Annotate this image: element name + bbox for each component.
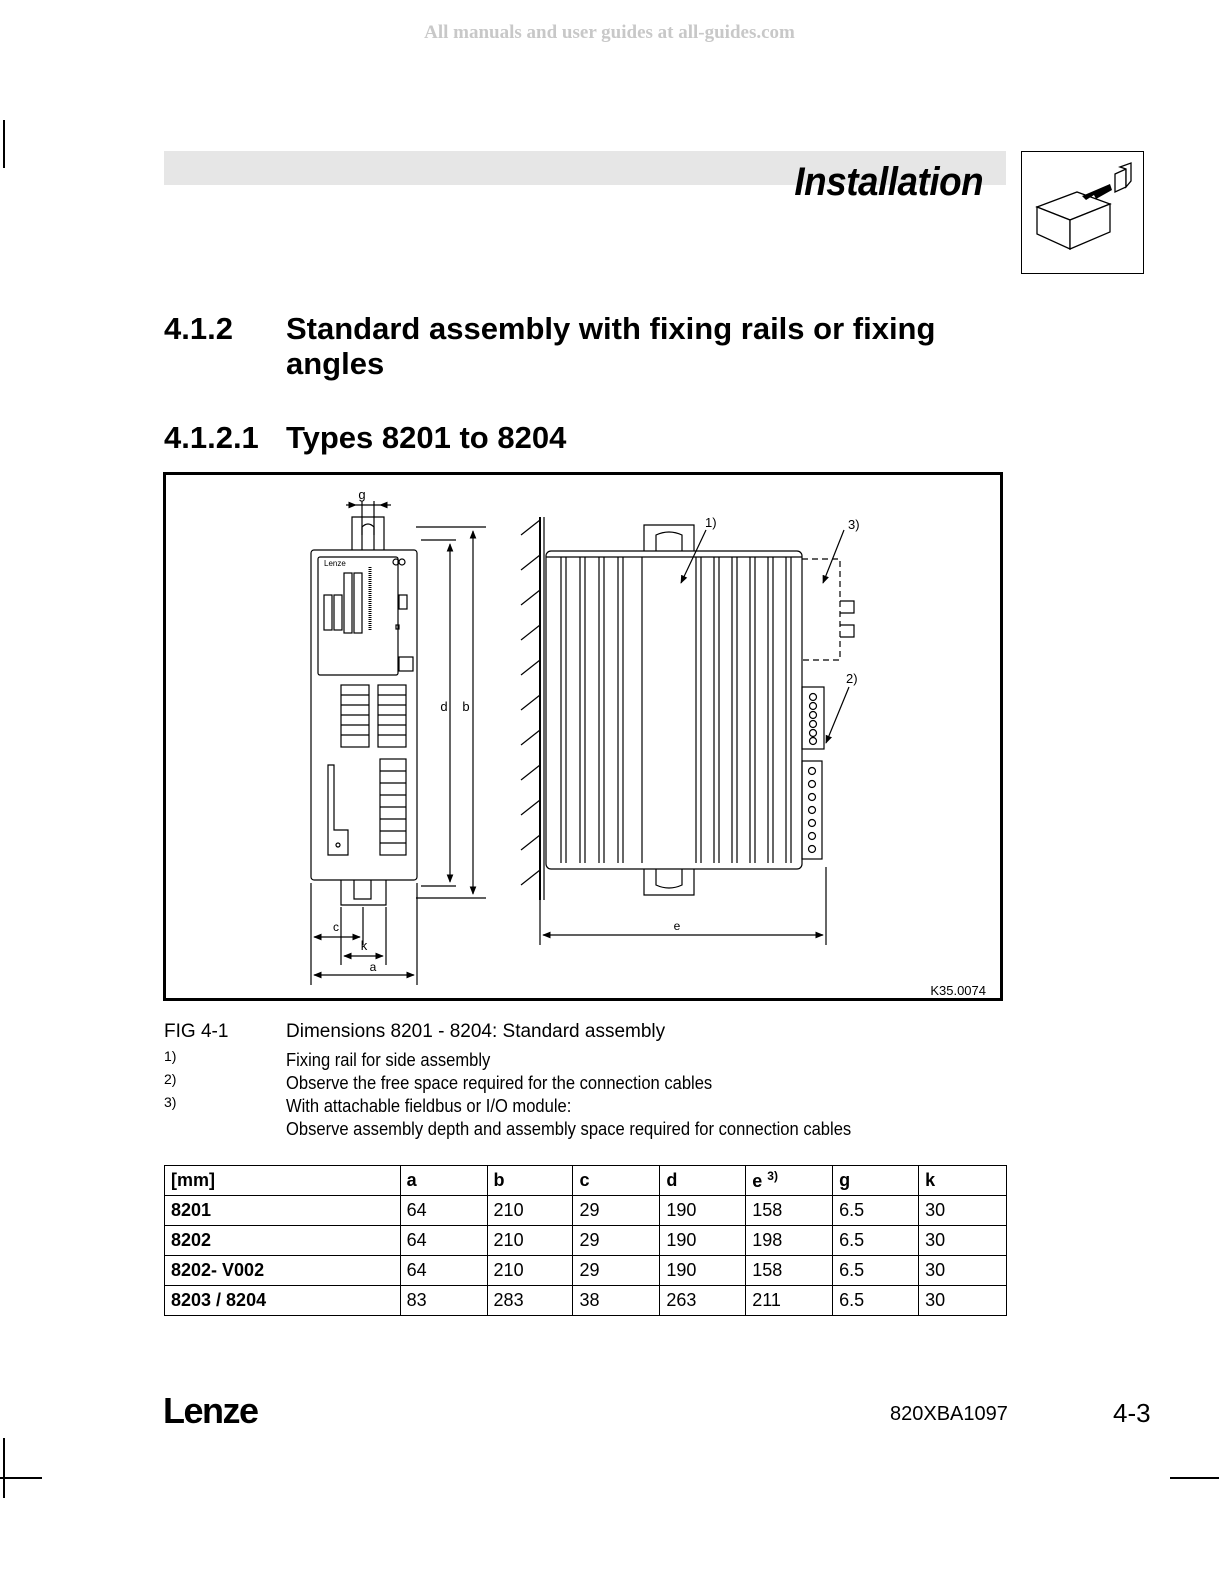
note-number: 3) — [164, 1094, 177, 1110]
dim-label-d: d — [440, 699, 448, 714]
table-cell: 30 — [919, 1226, 1007, 1256]
table-cell: 64 — [400, 1226, 487, 1256]
dim-label-e: e — [673, 919, 681, 933]
note-marker-3: 3) — [848, 517, 860, 532]
table-cell: 29 — [573, 1226, 660, 1256]
table-cell: 210 — [487, 1256, 573, 1286]
table-cell: 210 — [487, 1226, 573, 1256]
page-number: 4-3 — [1113, 1398, 1151, 1428]
table-cell: 30 — [919, 1196, 1007, 1226]
table-cell: 30 — [919, 1286, 1007, 1316]
note-text: Observe the free space required for the connection cables — [286, 1073, 713, 1093]
table-header-row — [165, 1166, 1007, 1196]
table-cell: 6.5 — [833, 1256, 919, 1286]
dimensions-table — [164, 1165, 1007, 1316]
table-row — [165, 1256, 1007, 1286]
column-header: k — [919, 1166, 1007, 1196]
table-cell: 64 — [400, 1256, 487, 1286]
table-cell: 158 — [746, 1196, 833, 1226]
table-cell: 190 — [660, 1196, 746, 1226]
table-cell: 29 — [573, 1196, 660, 1226]
table-cell: 283 — [487, 1286, 573, 1316]
document-code: 820XBA1097 — [890, 1403, 1008, 1425]
note-text: Observe assembly depth and assembly space required for connection cables — [286, 1119, 852, 1139]
column-header-e — [746, 1166, 833, 1196]
footnote-ref: 3) — [767, 1169, 778, 1183]
note-text: With attachable fieldbus or I/O module: — [286, 1096, 572, 1116]
section-number: 4.1.2 — [164, 311, 233, 346]
column-header: b — [487, 1166, 573, 1196]
table-cell: 158 — [746, 1256, 833, 1286]
table-row — [165, 1286, 1007, 1316]
subsection-number: 4.1.2.1 — [164, 420, 259, 455]
table-cell: 198 — [746, 1226, 833, 1256]
table-cell: 29 — [573, 1256, 660, 1286]
drawing-svg — [166, 475, 1000, 998]
column-header: d — [660, 1166, 746, 1196]
column-header: c — [573, 1166, 660, 1196]
table-cell: 8201 — [165, 1196, 401, 1226]
table-cell: 190 — [660, 1226, 746, 1256]
table-cell: 6.5 — [833, 1226, 919, 1256]
column-header: g — [833, 1166, 919, 1196]
figure-code: K35.0074 — [930, 983, 986, 998]
figure-caption-text: Dimensions 8201 - 8204: Standard assembly — [286, 1021, 666, 1042]
section-title-line1: Standard assembly with fixing rails or fixing — [286, 311, 936, 346]
wall-hatching — [521, 520, 540, 885]
crop-mark — [0, 1477, 42, 1479]
note-marker-2: 2) — [846, 671, 858, 686]
column-header: a — [400, 1166, 487, 1196]
brand-logo: Lenze — [163, 1390, 258, 1431]
subsection-title: Types 8201 to 8204 — [286, 420, 567, 455]
crop-mark — [3, 1438, 5, 1498]
table-cell: 6.5 — [833, 1196, 919, 1226]
install-box-icon — [1021, 151, 1144, 274]
dim-label-c: c — [333, 920, 339, 934]
note-text: Fixing rail for side assembly — [286, 1050, 491, 1070]
section-title-line2: angles — [286, 346, 385, 381]
table-cell: 6.5 — [833, 1286, 919, 1316]
table-cell: 30 — [919, 1256, 1007, 1286]
column-header: [mm] — [165, 1166, 401, 1196]
table-cell: 210 — [487, 1196, 573, 1226]
table-row — [165, 1226, 1007, 1256]
table-cell: 8202- V002 — [165, 1256, 401, 1286]
watermark: All manuals and user guides at all-guides.com — [424, 22, 795, 43]
dim-label-b: b — [462, 699, 470, 714]
note-marker-1: 1) — [705, 515, 717, 530]
crop-mark — [1170, 1477, 1219, 1479]
table-cell: 211 — [746, 1286, 833, 1316]
dim-label-g: g — [358, 487, 366, 502]
table-row — [165, 1196, 1007, 1226]
note-number: 1) — [164, 1048, 177, 1064]
display-panel — [318, 557, 398, 675]
device-brand-label: Lenze — [324, 559, 346, 568]
note-number: 2) — [164, 1071, 177, 1087]
dim-label-k: k — [360, 938, 368, 953]
table-cell: 64 — [400, 1196, 487, 1226]
table-cell: 8202 — [165, 1226, 401, 1256]
dim-label-a: a — [369, 960, 377, 974]
chapter-title: Installation — [794, 160, 983, 204]
crop-mark — [3, 120, 5, 168]
figure-caption-label: FIG 4-1 — [164, 1021, 229, 1042]
table-cell: 8203 / 8204 — [165, 1286, 401, 1316]
table-cell: 190 — [660, 1256, 746, 1286]
table-cell: 83 — [400, 1286, 487, 1316]
table-cell: 38 — [573, 1286, 660, 1316]
dimension-drawing — [163, 472, 1003, 1001]
column-header-e-label: e — [752, 1171, 763, 1191]
table-cell: 263 — [660, 1286, 746, 1316]
